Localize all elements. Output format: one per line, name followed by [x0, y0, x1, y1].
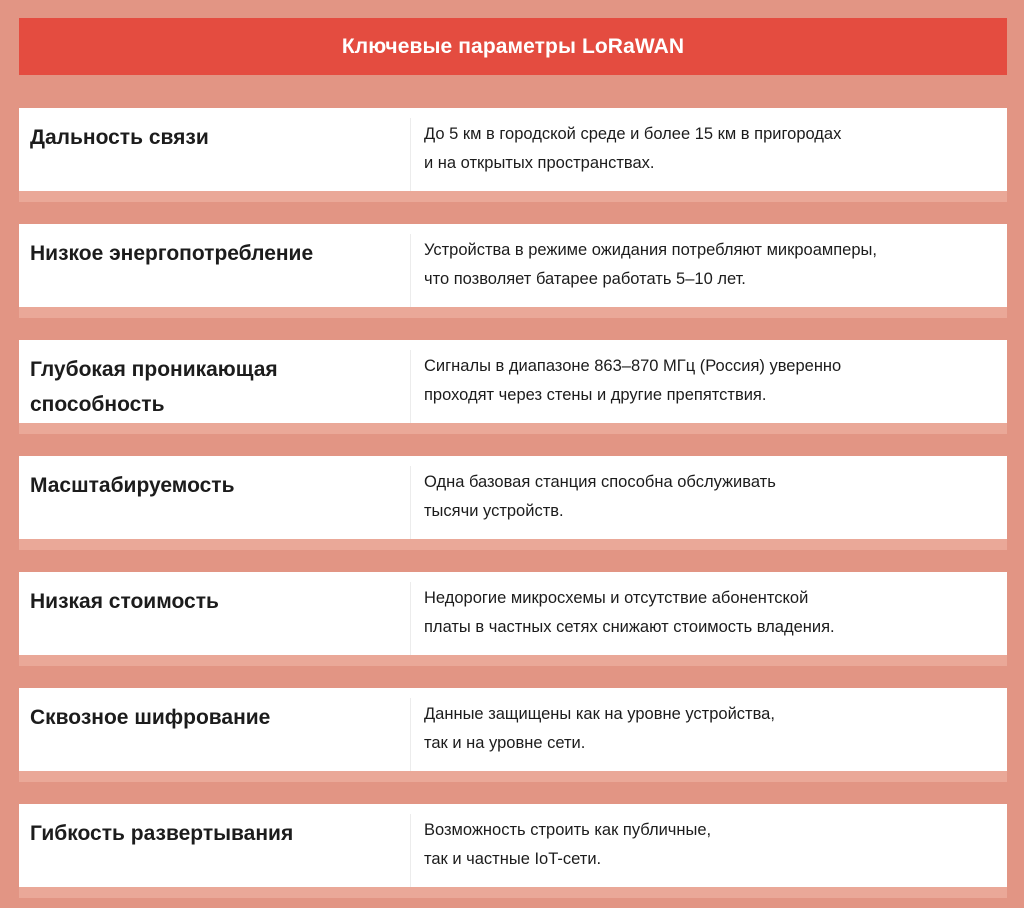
- table-row: [19, 224, 1007, 307]
- column-divider: [410, 698, 411, 771]
- table-row: [19, 340, 1007, 423]
- table-row: [19, 572, 1007, 655]
- row-separator: [19, 887, 1007, 898]
- table-row: [19, 456, 1007, 539]
- row-separator: [19, 191, 1007, 202]
- column-divider: [410, 118, 411, 191]
- parameter-description: Сигналы в диапазоне 863–870 МГц (Россия) уверенно проходят через стены и другие препятствия.: [424, 357, 842, 404]
- parameter-name: Глубокая проникающая способность: [30, 358, 278, 416]
- parameter-description: Устройства в режиме ожидания потребляют микроамперы, что позволяет батарее работать 5–10 лет.: [424, 241, 877, 288]
- parameter-description: До 5 км в городской среде и более 15 км в пригородах и на открытых пространствах.: [424, 125, 842, 172]
- column-divider: [410, 234, 411, 307]
- parameter-description: Данные защищены как на уровне устройства, так и на уровне сети.: [424, 705, 775, 752]
- parameter-description: Одна базовая станция способна обслуживать тысячи устройств.: [424, 473, 776, 520]
- parameter-name: Гибкость развертывания: [30, 822, 294, 845]
- parameter-name: Низкая стоимость: [30, 590, 219, 613]
- parameter-description: Недорогие микросхемы и отсутствие абонентской платы в частных сетях снижают стоимость владения.: [424, 589, 835, 636]
- table-row: [19, 804, 1007, 887]
- page-title: Ключевые параметры LoRaWAN: [341, 34, 685, 58]
- row-separator: [19, 307, 1007, 318]
- column-divider: [410, 582, 411, 655]
- table-row: [19, 688, 1007, 771]
- parameter-name: Дальность связи: [30, 126, 209, 149]
- row-separator: [19, 655, 1007, 666]
- parameter-name: Масштабируемость: [30, 474, 235, 497]
- row-separator: [19, 423, 1007, 434]
- row-separator: [19, 539, 1007, 550]
- parameter-name: Сквозное шифрование: [30, 706, 271, 729]
- table-header: [19, 18, 1007, 75]
- row-separator: [19, 771, 1007, 782]
- parameter-name: Низкое энергопотребление: [30, 242, 314, 265]
- column-divider: [410, 466, 411, 539]
- column-divider: [410, 814, 411, 887]
- column-divider: [410, 350, 411, 423]
- table-row: [19, 108, 1007, 191]
- parameter-description: Возможность строить как публичные, так и частные IoT-сети.: [424, 821, 712, 868]
